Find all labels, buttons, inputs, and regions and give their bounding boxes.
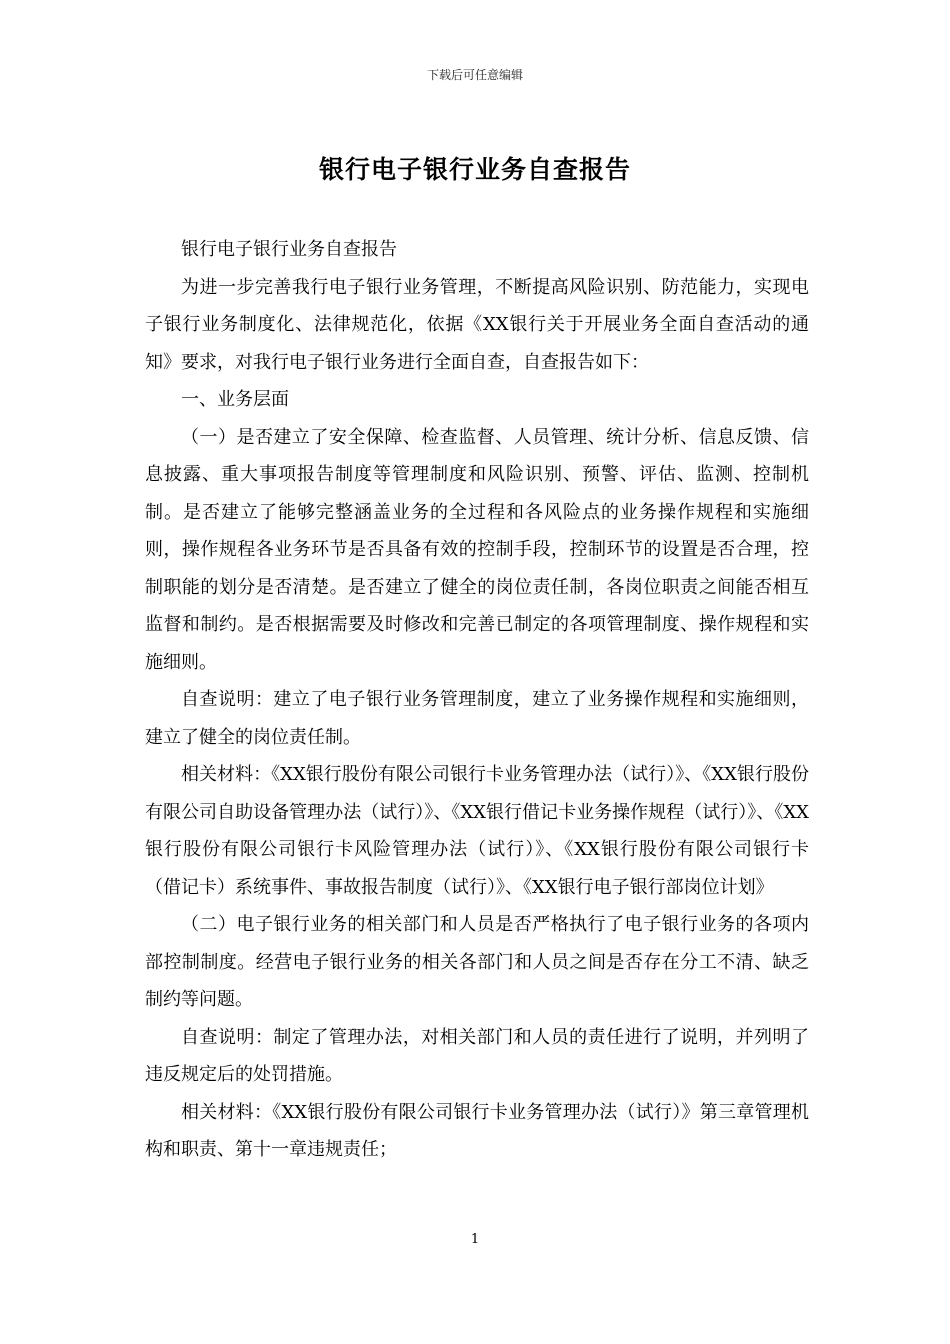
paragraph-item-2: （二）电子银行业务的相关部门和人员是否严格执行了电子银行业务的各项内部控制制度。经营电子银行业务的相关各部门和人员之间是否存在分工不清、缺乏制约等问题。 [145,914,809,1010]
paragraph-item-1: （一）是否建立了安全保障、检查监督、人员管理、统计分析、信息反馈、信息披露、重大事项报告制度等管理制度和风险识别、预警、评估、监测、控制机制。是否建立了能够完整涵盖业务的全过程和各风险点的业务操作规程和实施细则，操作规程各业务环节是否具备有效的控制手段，控制环节的设置是否合理，控制职能的划分是否清楚。是否建立了健全的岗位责任制，各岗位职责之间能否相互监督和制约。是否根据需要及时修改和完善已制定的各项管理制度、操作规程和实施细则。 [145,426,809,673]
document-title: 银行电子银行业务自查报告 [318,155,631,184]
page-number: 1 [470,1232,480,1247]
section-heading-business: 一、业务层面 [181,389,289,410]
paragraph-materials-2: 相关材料：《XX银行股份有限公司银行卡业务管理办法（试行）》第三章管理机构和职责、第十一章违规责任； [145,1101,809,1160]
page-header-note: 下载后可任意编辑 [426,68,523,82]
paragraph-intro: 为进一步完善我行电子银行业务管理，不断提高风险识别、防范能力，实现电子银行业务制度化、法律规范化，依据《XX银行关于开展业务全面自查活动的通知》要求，对我行电子银行业务进行全面自查，自查报告如下： [145,276,809,373]
document-body [145,231,809,1169]
paragraph-materials-1: 相关材料：《XX银行股份有限公司银行卡业务管理办法（试行）》、《XX银行股份有限公司自助设备管理办法（试行）》、《XX银行借记卡业务操作规程（试行）》、《XX银行股份有限公司银行卡风险管理办法（试行）》、《XX银行股份有限公司银行卡（借记卡）系统事件、事故报告制度（试行）》、《XX银行电子银行部岗位计划》 [145,764,809,898]
paragraph-self-check-2: 自查说明：制定了管理办法，对相关部门和人员的责任进行了说明，并列明了违反规定后的处罚措施。 [145,1026,809,1085]
paragraph-self-check-1: 自查说明：建立了电子银行业务管理制度，建立了业务操作规程和实施细则，建立了健全的岗位责任制。 [145,689,809,748]
paragraph-report-subtitle: 银行电子银行业务自查报告 [181,239,397,260]
